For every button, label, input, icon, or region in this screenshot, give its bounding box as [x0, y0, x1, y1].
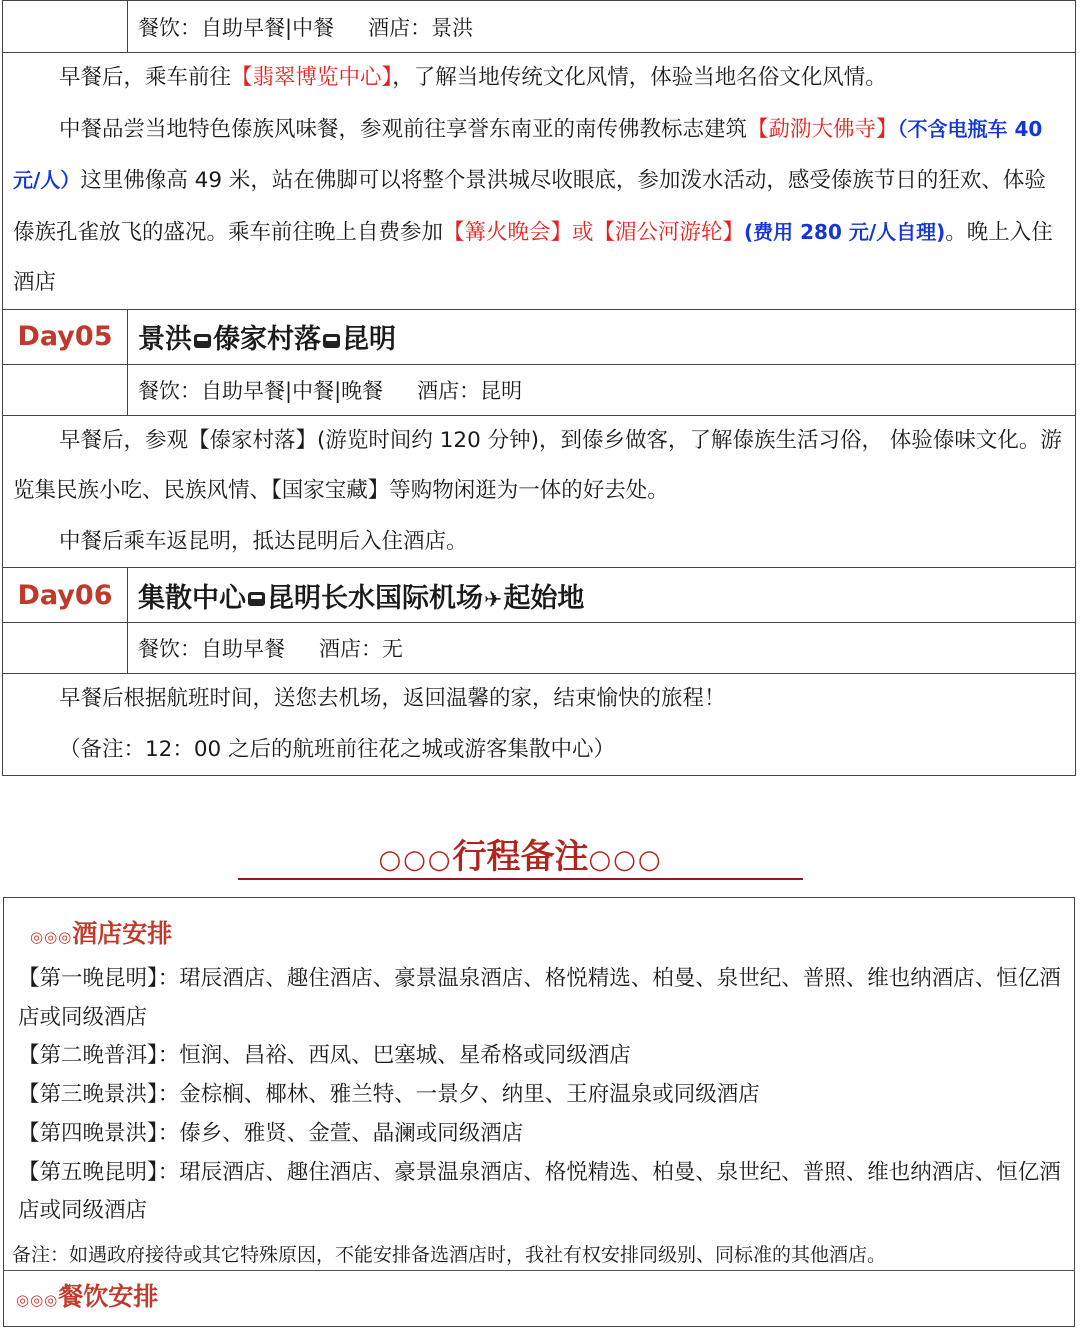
optional-fee-note: (费用 280 元/人自理) [744, 219, 946, 244]
heading-text: 行程备注 [452, 837, 589, 877]
day05-description [3, 415, 1076, 568]
day06-empty-cell [3, 623, 128, 674]
section-divider [3, 1270, 1075, 1271]
day06-meta [128, 623, 1076, 674]
heading-dots-right: ○○○ [588, 845, 663, 875]
day05-title: 景洪 傣家村落 昆明 [128, 309, 1076, 364]
temple-name: 【勐泐大佛寺】 [747, 116, 898, 142]
day05-empty-cell [3, 364, 128, 415]
day04-label-cell [3, 1, 128, 53]
jade-center-link: 【翡翠博览中心】 [231, 65, 393, 90]
day06-para-1: 早餐后根据航班时间，送您去机场，返回温馨的家，结束愉快的旅程！ [59, 686, 726, 711]
day05-hotel: 酒店：昆明 [417, 378, 523, 403]
day04-hotel: 酒店：景洪 [368, 15, 474, 40]
day06-hotel: 酒店：无 [319, 637, 403, 661]
hotel-night-3: 【第三晚景洪】：金棕榈、椰林、雅兰特、一景夕、纳里、王府温泉或同级酒店 [18, 1082, 760, 1108]
day06-description [3, 674, 1076, 776]
day04-meta-row [3, 1, 1076, 53]
section-dots-icon: ◎◎◎ [16, 1291, 59, 1309]
day06-meta-row [3, 623, 1076, 674]
hotel-night-4: 【第四晚景洪】：傣乡、雅贤、金萱、晶澜或同级酒店 [18, 1120, 524, 1146]
day05-desc-row [3, 415, 1076, 568]
section-dots-icon: ◎◎◎ [30, 928, 73, 946]
bus-icon [194, 334, 211, 348]
bus-icon [248, 592, 265, 606]
hotel-night-5: 【第五晚昆明】：珺辰酒店、趣住酒店、豪景温泉酒店、格悦精选、柏曼、泉世纪、普照、维也纳酒店、恒亿酒店或同级酒店 [18, 1159, 1061, 1224]
plane-icon: ✈ [484, 587, 503, 613]
hotel-list [18, 960, 1068, 1231]
meal-section-title: ◎◎◎餐饮安排 [16, 1282, 159, 1311]
day05-meta [128, 364, 1076, 415]
day04-description [3, 53, 1076, 310]
bus-icon [323, 334, 340, 348]
hotel-section-title: ◎◎◎酒店安排 [30, 919, 173, 948]
hotel-remark: 备注：如遇政府接待或其它特殊原因，不能安排备选酒店时，我社有权安排同级别、同标准的其他酒店。 [12, 1240, 950, 1271]
day06-title-row [3, 568, 1076, 623]
day05-meta-row [3, 364, 1076, 415]
itinerary-notes-heading [238, 830, 803, 880]
heading-dots-left: ○○○ [378, 845, 453, 875]
itinerary-table [2, 0, 1076, 776]
hotel-night-2: 【第二晚普洱】：恒润、昌裕、西凤、巴塞城、星希格或同级酒店 [18, 1043, 631, 1069]
day05-para-1: 早餐后，参观【傣家村落】(游览时间约 120 分钟)，到傣乡做客，了解傣族生活习俗， 体验傣味文化。游览集民族小吃、民族风情、【国家宝藏】等购物闲逛为一体的好去处。 [13, 427, 1062, 503]
day06-title: 集散中心 昆明长水国际机场✈起始地 [128, 568, 1076, 623]
day06-meals: 餐饮：自助早餐 [138, 637, 285, 661]
shuttle-fee-note: （不含电瓶车 40 元/人） [13, 116, 1043, 192]
day04-meals: 餐饮：自助早餐|中餐 [138, 15, 335, 40]
day05-para-2: 中餐后乘车返昆明，抵达昆明后入住酒店。 [59, 528, 468, 554]
day04-para-2: 中餐品尝当地特色傣族风味餐，参观前往享誉东南亚的南传佛教标志建筑【勐泐大佛寺】（不含电瓶车 40 元/人）这里佛像高 49 米，站在佛脚可以将整个景洪城尽收眼底，参加泼水活动，感受傣族节日的狂欢、体验傣族孔雀放飞的盛况。乘车前往晚上自费参加【篝火晚会】或【湄公河游轮】(费用 280 元/人自理)。晚上入住酒店 [13, 116, 1053, 295]
day04-desc-row [3, 53, 1076, 310]
day05-title-row [3, 309, 1076, 364]
hotel-night-1: 【第一晚昆明】：珺辰酒店、趣住酒店、豪景温泉酒店、格悦精选、柏曼、泉世纪、普照、维也纳酒店、恒亿酒店或同级酒店 [18, 966, 1061, 1030]
day05-label: Day05 [3, 309, 128, 364]
optional-activities: 【篝火晚会】或【湄公河游轮】 [443, 219, 745, 245]
day05-meals: 餐饮：自助早餐|中餐|晚餐 [138, 378, 384, 403]
day06-label: Day06 [3, 568, 128, 623]
day06-desc-row [3, 674, 1076, 776]
day04-para-1: 早餐后，乘车前往【翡翠博览中心】，了解当地传统文化风情，体验当地名俗文化风情。 [59, 65, 887, 90]
day06-para-2: （备注：12：00 之后的航班前往花之城或游客集散中心） [59, 736, 616, 762]
day04-meta [128, 1, 1076, 53]
